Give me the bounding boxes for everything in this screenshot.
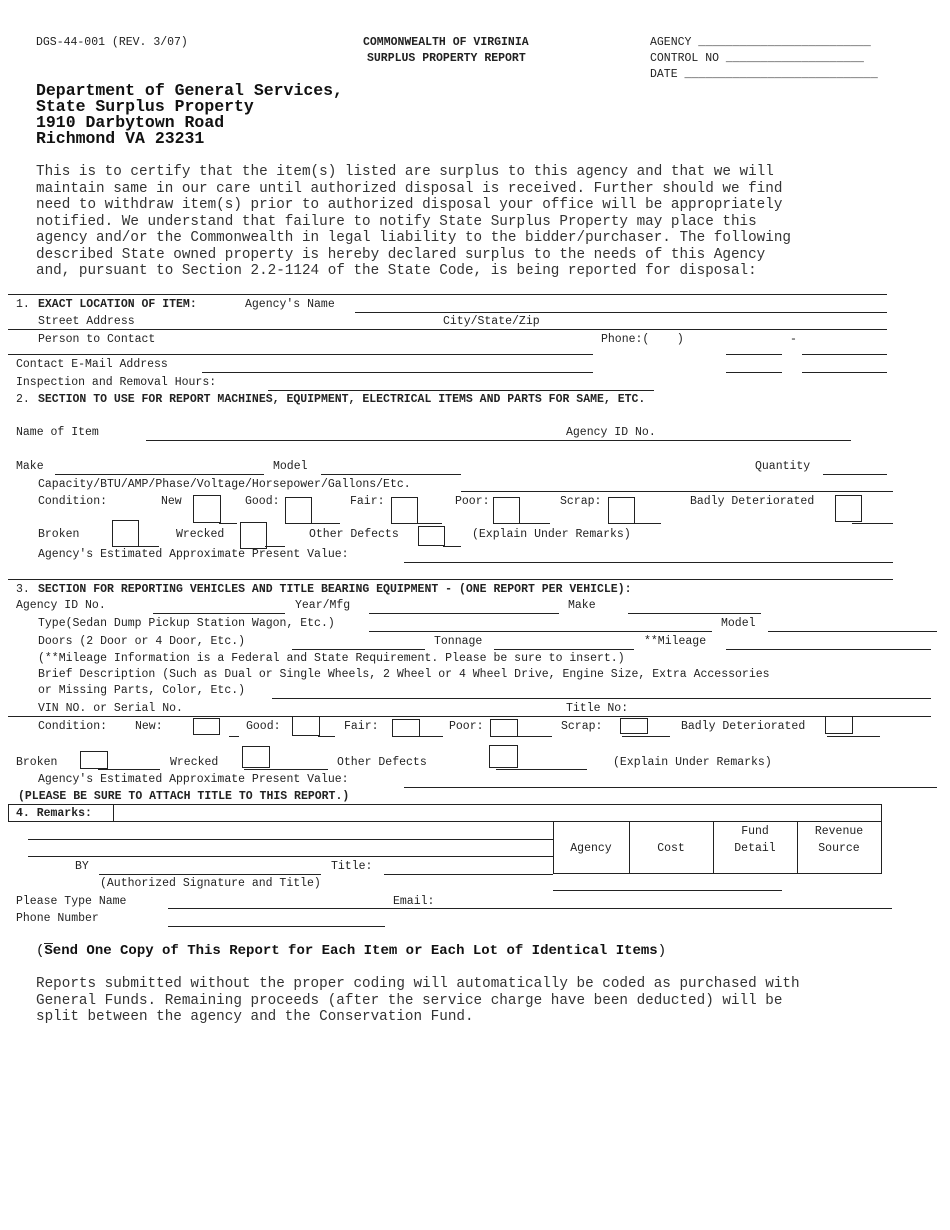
s2-model-label: Model <box>273 460 308 473</box>
section-2-number: 2. <box>16 393 30 406</box>
s2-make-label: Make <box>16 460 44 473</box>
brief-description-label-1: Brief Description (Such as Dual or Single Wheels, 2 Wheel or 4 Wheel Drive, Engine Size, Extra Accessories <box>38 668 770 681</box>
s3-badly-line <box>827 736 880 737</box>
section-3-heading: SECTION FOR REPORTING VEHICLES AND TITLE BEARING EQUIPMENT - (ONE REPORT PER VEHICLE): <box>38 583 632 596</box>
s2-scrap-label: Scrap: <box>560 495 602 508</box>
s2-wrecked-label: Wrecked <box>176 528 225 541</box>
s3-model-line[interactable] <box>768 631 937 632</box>
signature-line[interactable] <box>99 874 321 875</box>
s3-wrecked-line <box>244 769 328 770</box>
coding-value-line[interactable] <box>553 890 782 891</box>
address-line-1: Department of General Services, <box>36 81 343 100</box>
cert-line-6: described State owned property is hereby declared surplus to the needs of this Agency <box>36 246 766 263</box>
s3-other-line <box>496 769 587 770</box>
send-note-mark <box>44 943 53 944</box>
doors-label: Doors (2 Door or 4 Door, Etc.) <box>38 635 246 648</box>
phone-prefix-line[interactable] <box>726 354 782 355</box>
name-of-item-line[interactable] <box>146 440 851 441</box>
phone-dash: - <box>790 333 797 346</box>
s3-poor-label: Poor: <box>449 720 484 733</box>
type-name-line[interactable] <box>168 908 892 909</box>
remarks-heading: 4. Remarks: <box>16 807 92 820</box>
s3-value-line[interactable] <box>404 787 937 788</box>
s3-agency-id-line[interactable] <box>153 613 285 614</box>
s2-new-line <box>219 523 237 524</box>
coding-col-revenue-source: Revenue Source <box>814 825 864 855</box>
tonnage-label: Tonnage <box>434 635 483 648</box>
s2-poor-checkbox[interactable] <box>493 497 520 524</box>
title-line-1: COMMONWEALTH OF VIRGINIA <box>363 36 529 49</box>
street-address-label: Street Address <box>38 315 135 328</box>
quantity-label: Quantity <box>755 460 811 473</box>
agency-name-line[interactable] <box>355 312 887 313</box>
s3-good-checkbox[interactable] <box>292 716 320 736</box>
address-line-3: 1910 Darbytown Road <box>36 113 225 132</box>
title-line-2: SURPLUS PROPERTY REPORT <box>367 52 526 65</box>
s3-fair-label: Fair: <box>344 720 379 733</box>
tonnage-line[interactable] <box>494 649 634 650</box>
remarks-header-rule <box>8 821 881 822</box>
cert-line-3: need to withdraw item(s) prior to authorized disposal your office will be appropriately <box>36 197 783 213</box>
cert-line-1: This is to certify that the item(s) listed are surplus to this agency and that we will <box>36 164 774 180</box>
s2-new-checkbox[interactable] <box>193 495 221 523</box>
year-mfg-label: Year/Mfg <box>295 599 351 612</box>
s3-badly-deteriorated-label: Badly Deteriorated <box>681 720 806 733</box>
phone-number-line[interactable] <box>802 354 887 355</box>
s3-other-defects-checkbox[interactable] <box>489 745 518 768</box>
agency-field[interactable]: AGENCY _________________________ <box>650 36 871 49</box>
s3-good-label: Good: <box>246 720 281 733</box>
s3-poor-line <box>516 736 552 737</box>
s3-fair-line <box>418 736 443 737</box>
by-label: BY <box>75 860 89 873</box>
cert-line-5: agency and/or the Commonwealth in legal liability to the bidder/purchaser. The following <box>36 230 791 246</box>
s2-fair-line <box>416 523 442 524</box>
coding-col-fund-detail: Fund Detail <box>734 825 776 855</box>
remarks-top-rule <box>8 804 881 805</box>
remarks-left-border <box>8 804 9 821</box>
section-1-heading: EXACT LOCATION OF ITEM: <box>38 298 197 311</box>
s2-good-checkbox[interactable] <box>285 497 312 524</box>
type-name-label: Please Type Name <box>16 895 127 908</box>
s3-broken-checkbox[interactable] <box>80 751 108 769</box>
name-of-item-label: Name of Item <box>16 426 99 439</box>
section-3-number: 3. <box>16 583 30 596</box>
coding-col-agency: Agency <box>570 842 612 855</box>
s2-make-line[interactable] <box>55 474 264 475</box>
s2-poor-label: Poor: <box>455 495 490 508</box>
email-label: Email: <box>393 895 435 908</box>
s3-new-line <box>229 736 239 737</box>
vehicle-type-label: Type(Sedan Dump Pickup Station Wagon, Etc.) <box>38 617 335 630</box>
capacity-line[interactable] <box>461 491 893 492</box>
footer-line-1: Reports submitted without the proper coding will automatically be coded as purchased with <box>36 976 800 992</box>
title-line[interactable] <box>384 874 553 875</box>
contact-email-label: Contact E-Mail Address <box>16 358 168 371</box>
phone-label: Phone:( ) <box>601 333 684 346</box>
brief-description-line[interactable] <box>272 698 931 699</box>
vehicle-type-line[interactable] <box>369 631 712 632</box>
s3-condition-label: Condition: <box>38 720 108 733</box>
cert-line-4: notified. We understand that failure to notify State Surplus Property may place this <box>36 213 757 230</box>
section-1-top-rule <box>8 294 887 295</box>
street-address-line[interactable] <box>8 329 887 330</box>
section-2-heading: SECTION TO USE FOR REPORT MACHINES, EQUIPMENT, ELECTRICAL ITEMS AND PARTS FOR SAME, ETC. <box>38 393 646 406</box>
s2-explain-label: (Explain Under Remarks) <box>472 528 631 541</box>
send-copy-note <box>36 943 666 959</box>
mileage-note: (**Mileage Information is a Federal and State Requirement. Please be sure to insert.) <box>38 652 625 665</box>
remarks-right-border <box>881 804 882 874</box>
inspection-hours-line[interactable] <box>268 390 654 391</box>
s2-fair-label: Fair: <box>350 495 385 508</box>
s2-value-line[interactable] <box>404 562 893 563</box>
s3-badly-checkbox[interactable] <box>825 716 853 734</box>
s2-badly-deteriorated-label: Badly Deteriorated <box>690 495 815 508</box>
s3-good-line <box>318 736 335 737</box>
phone-number-label: Phone Number <box>16 912 99 925</box>
remarks-line-1[interactable] <box>28 839 553 840</box>
s2-badly-line <box>852 523 893 524</box>
coding-col-cost: Cost <box>657 842 685 855</box>
coding-table-bottom <box>553 873 881 874</box>
remarks-label-divider <box>113 804 114 821</box>
s2-condition-label: Condition: <box>38 495 108 508</box>
s2-model-line[interactable] <box>321 474 461 475</box>
doors-line[interactable] <box>292 649 425 650</box>
s2-broken-checkbox[interactable] <box>112 520 139 547</box>
s2-value-label: Agency's Estimated Approximate Present Value: <box>38 548 349 561</box>
s2-scrap-line <box>633 523 661 524</box>
s3-make-line[interactable] <box>628 613 761 614</box>
s3-scrap-label: Scrap: <box>561 720 603 733</box>
s3-model-label: Model <box>721 617 756 630</box>
send-open-paren: ( <box>36 943 45 959</box>
authorized-signature-caption: (Authorized Signature and Title) <box>100 877 321 890</box>
s3-other-defects-label: Other Defects <box>337 756 427 769</box>
cert-line-7: and, pursuant to Section 2.2-1124 of the State Code, is being reported for disposal: <box>36 263 757 279</box>
s3-value-label: Agency's Estimated Approximate Present Value: <box>38 773 349 786</box>
form-number: DGS-44-001 (REV. 3/07) <box>36 36 188 49</box>
s2-wrecked-line <box>265 546 285 547</box>
capacity-label: Capacity/BTU/AMP/Phase/Voltage/Horsepower/Gallons/Etc. <box>38 478 411 491</box>
footer-line-2: General Funds. Remaining proceeds (after the service charge have been deducted) will be <box>36 992 783 1009</box>
s2-fair-checkbox[interactable] <box>391 497 418 524</box>
mileage-label: **Mileage <box>644 635 707 648</box>
s3-scrap-line <box>622 736 670 737</box>
s2-good-line <box>310 523 340 524</box>
extra-line-2[interactable] <box>802 372 887 373</box>
cert-line-2: maintain same in our care until authorized disposal is received. Further should we find <box>36 180 783 197</box>
s3-wrecked-label: Wrecked <box>170 756 219 769</box>
vin-line[interactable] <box>8 716 931 717</box>
s3-agency-id-label: Agency ID No. <box>16 599 106 612</box>
control-no-field[interactable]: CONTROL NO ____________________ <box>650 52 864 65</box>
s2-other-defects-label: Other Defects <box>309 528 399 541</box>
s2-broken-label: Broken <box>38 528 80 541</box>
contact-email-line[interactable] <box>202 372 593 373</box>
section-3-top-rule <box>8 579 893 580</box>
city-state-zip-label: City/State/Zip <box>443 315 540 328</box>
send-copy-text: Send One Copy of This Report for Each Item or Each Lot of Identical Items <box>44 943 658 959</box>
vin-label: VIN NO. or Serial No. <box>38 702 183 715</box>
remarks-line-2[interactable] <box>28 856 553 857</box>
s2-other-defects-checkbox[interactable] <box>418 526 445 546</box>
s2-wrecked-checkbox[interactable] <box>240 522 267 549</box>
s3-explain-label: (Explain Under Remarks) <box>613 756 772 769</box>
attach-title-note: (PLEASE BE SURE TO ATTACH TITLE TO THIS REPORT.) <box>18 790 350 803</box>
s2-new-label: New <box>161 495 182 508</box>
s2-broken-line <box>137 546 159 547</box>
mileage-line[interactable] <box>726 649 931 650</box>
title-label: Title: <box>331 860 373 873</box>
phone-number-line[interactable] <box>168 926 385 927</box>
s3-poor-checkbox[interactable] <box>490 719 518 737</box>
s3-new-checkbox[interactable] <box>193 718 220 735</box>
s2-badly-checkbox[interactable] <box>835 495 862 522</box>
s2-scrap-checkbox[interactable] <box>608 497 635 524</box>
address-line-4: Richmond VA 23231 <box>36 129 205 148</box>
send-close-paren: ) <box>657 943 667 959</box>
s2-poor-line <box>518 523 550 524</box>
s3-fair-checkbox[interactable] <box>392 719 420 737</box>
agency-name-label: Agency's Name <box>245 298 335 311</box>
section-1-number: 1. <box>16 298 30 311</box>
s3-broken-label: Broken <box>16 756 58 769</box>
extra-line-1[interactable] <box>726 372 782 373</box>
s2-other-line <box>443 546 461 547</box>
person-to-contact-label: Person to Contact <box>38 333 156 346</box>
address-line-2: State Surplus Property <box>36 97 254 116</box>
footer-line-3: split between the agency and the Conservation Fund. <box>36 1009 474 1025</box>
s3-scrap-checkbox[interactable] <box>620 718 648 734</box>
year-mfg-line[interactable] <box>369 613 559 614</box>
brief-description-label-2: or Missing Parts, Color, Etc.) <box>38 684 246 697</box>
s3-broken-line <box>98 769 160 770</box>
date-field[interactable]: DATE ____________________________ <box>650 68 878 81</box>
title-no-label: Title No: <box>566 702 629 715</box>
person-to-contact-line[interactable] <box>8 354 593 355</box>
s2-agency-id-label: Agency ID No. <box>566 426 656 439</box>
s2-good-label: Good: <box>245 495 280 508</box>
s3-wrecked-checkbox[interactable] <box>242 746 270 768</box>
s3-make-label: Make <box>568 599 596 612</box>
quantity-line[interactable] <box>823 474 887 475</box>
inspection-hours-label: Inspection and Removal Hours: <box>16 376 217 389</box>
s3-new-label: New: <box>135 720 163 733</box>
